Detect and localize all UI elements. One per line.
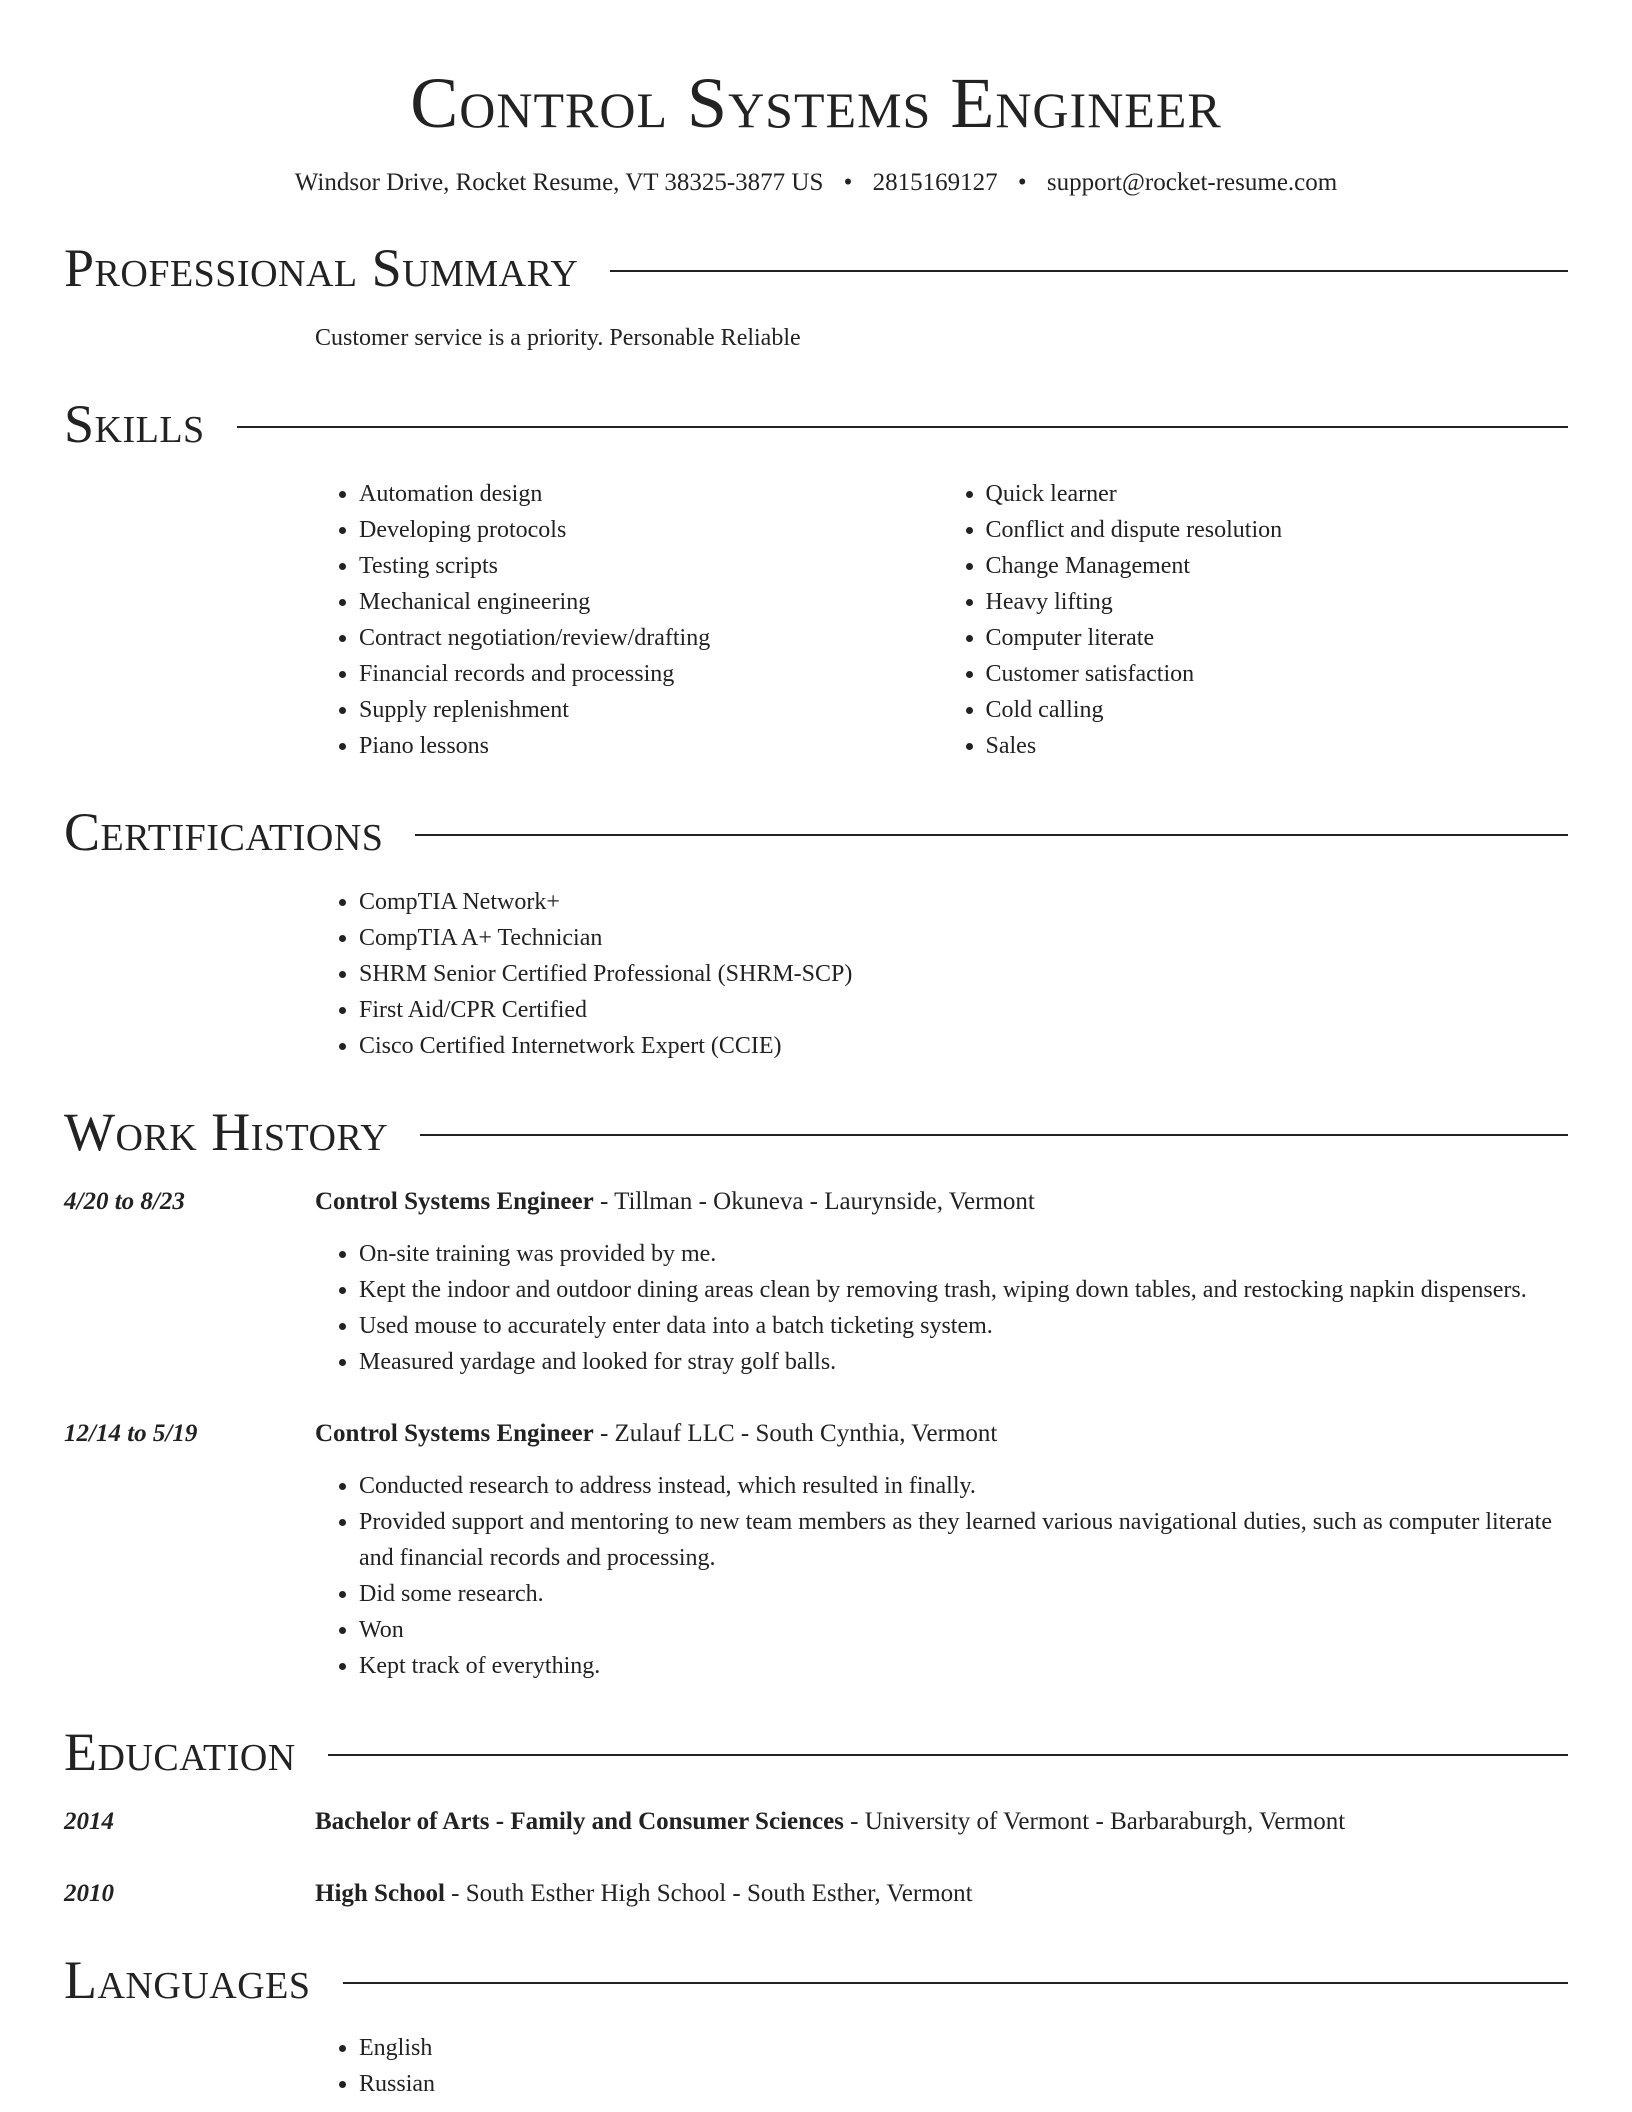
list-item: • Testing scripts <box>359 548 942 584</box>
skills-left-column <box>315 476 942 764</box>
contact-line <box>64 166 1568 200</box>
job-role: Control Systems Engineer <box>315 1420 594 1447</box>
languages-heading: Languages <box>64 1950 311 2010</box>
list-item: • Mechanical engineering <box>359 584 942 620</box>
languages-list <box>315 2030 1568 2102</box>
list-item: • Did some research. <box>359 1576 1568 1612</box>
list-item: • Customer satisfaction <box>986 656 1569 692</box>
section-divider <box>328 1754 1568 1756</box>
list-item: • Piano lessons <box>359 728 942 764</box>
list-item: • Conflict and dispute resolution <box>986 512 1569 548</box>
section-divider <box>420 1134 1568 1136</box>
job-bullets <box>315 1236 1568 1380</box>
certifications-heading: Certifications <box>64 802 384 862</box>
summary-section-header <box>64 234 1568 302</box>
skills-list <box>315 476 1568 764</box>
job-date: 12/14 to 5/19 <box>64 1420 198 1447</box>
certifications-list <box>315 884 1568 1064</box>
skills-section-header <box>64 390 1568 458</box>
list-item: • Change Management <box>986 548 1569 584</box>
list-item: • Kept the indoor and outdoor dining areas clean by removing trash, wiping down tables, and restocking napkin dispensers. <box>359 1272 1568 1308</box>
job-date: 4/20 to 8/23 <box>64 1188 185 1215</box>
list-item: • Heavy lifting <box>986 584 1569 620</box>
summary-heading: Professional Summary <box>64 238 579 298</box>
section-divider <box>343 1982 1569 1984</box>
list-item: • CompTIA Network+ <box>359 884 1568 920</box>
section-divider <box>237 426 1568 428</box>
list-item: • On-site training was provided by me. <box>359 1236 1568 1272</box>
job-entry <box>64 1184 1568 1380</box>
list-item: • English <box>359 2030 1568 2066</box>
education-details: - South Esther High School - South Esther, Vermont <box>444 1880 973 1907</box>
list-item: • Supply replenishment <box>359 692 942 728</box>
job-bullets <box>315 1468 1568 1684</box>
list-item: • Russian <box>359 2066 1568 2102</box>
section-divider <box>610 270 1568 272</box>
education-entry <box>64 1804 1568 1840</box>
candidate-name: Control Systems Engineer <box>410 63 1222 143</box>
skills-heading: Skills <box>64 394 205 454</box>
list-item: • Computer literate <box>986 620 1569 656</box>
work-section-header <box>64 1098 1568 1166</box>
education-degree: High School <box>315 1880 445 1907</box>
list-item: • First Aid/CPR Certified <box>359 992 1568 1028</box>
education-details: - University of Vermont - Barbaraburgh, Vermont <box>843 1808 1346 1835</box>
list-item: • CompTIA A+ Technician <box>359 920 1568 956</box>
list-item: • Used mouse to accurately enter data into a batch ticketing system. <box>359 1308 1568 1344</box>
job-details: - Tillman - Okuneva - Laurynside, Vermont <box>593 1188 1035 1215</box>
list-item: • SHRM Senior Certified Professional (SHRM-SCP) <box>359 956 1568 992</box>
contact-phone: 2815169127 <box>872 169 998 196</box>
list-item: • Cold calling <box>986 692 1569 728</box>
list-item: • Contract negotiation/review/drafting <box>359 620 942 656</box>
job-entry <box>64 1416 1568 1684</box>
skills-right-column <box>942 476 1569 764</box>
job-role: Control Systems Engineer <box>315 1188 594 1215</box>
list-item: • Cisco Certified Internetwork Expert (CCIE) <box>359 1028 1568 1064</box>
list-item: • Provided support and mentoring to new team members as they learned various navigational duties, such as computer literate and financial records and processing. <box>359 1504 1568 1576</box>
list-item: • Measured yardage and looked for stray golf balls. <box>359 1344 1568 1380</box>
education-section-header <box>64 1718 1568 1786</box>
contact-separator: • <box>1017 169 1027 196</box>
job-title-line <box>315 1184 1568 1220</box>
education-date: 2010 <box>64 1880 114 1907</box>
job-details: - Zulauf LLC - South Cynthia, Vermont <box>593 1420 998 1447</box>
list-item: • Developing protocols <box>359 512 942 548</box>
work-heading: Work History <box>64 1102 389 1162</box>
list-item: • Financial records and processing <box>359 656 942 692</box>
contact-email[interactable]: support@rocket-resume.com <box>1046 169 1338 196</box>
languages-section-header <box>64 1946 1568 2014</box>
list-item: • Won <box>359 1612 1568 1648</box>
list-item: • Sales <box>986 728 1569 764</box>
education-list <box>64 1804 1568 1912</box>
list-item: • Automation design <box>359 476 942 512</box>
list-item: • Quick learner <box>986 476 1569 512</box>
job-title-line <box>315 1416 1568 1452</box>
certifications-section-header <box>64 798 1568 866</box>
education-heading: Education <box>64 1722 296 1782</box>
list-item: • Kept track of everything. <box>359 1648 1568 1684</box>
education-date: 2014 <box>64 1808 114 1835</box>
list-item: • Conducted research to address instead, which resulted in finally. <box>359 1468 1568 1504</box>
contact-address: Windsor Drive, Rocket Resume, VT 38325-3877 US <box>294 169 824 196</box>
section-divider <box>415 834 1568 836</box>
education-degree: Bachelor of Arts - Family and Consumer Sciences <box>315 1808 844 1835</box>
contact-separator: • <box>843 169 853 196</box>
summary-text: Customer service is a priority. Personable Reliable <box>315 325 801 351</box>
education-entry <box>64 1876 1568 1912</box>
